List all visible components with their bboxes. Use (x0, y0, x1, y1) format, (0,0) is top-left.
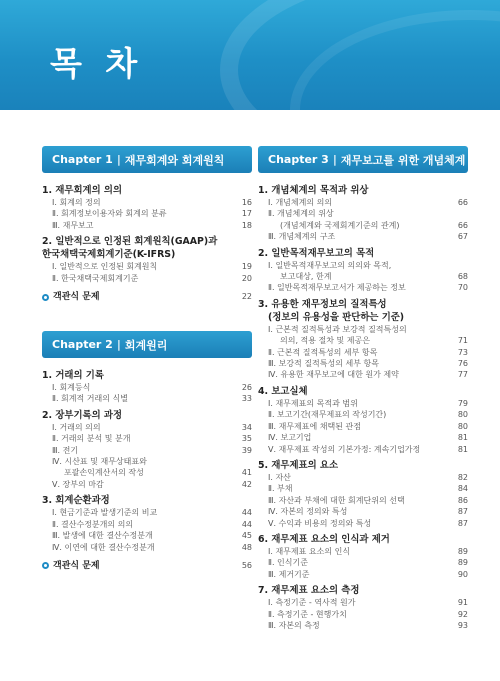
chapter-title: 회계원리 (124, 338, 168, 352)
toc-entry-text: Ⅱ. 일반목적재무보고서가 제공하는 정보 (268, 283, 406, 293)
toc-section (42, 184, 252, 231)
toc-entry[interactable] (258, 620, 468, 631)
toc-entry-text: Ⅰ. 거래의 의의 (52, 422, 101, 432)
toc-entry-text: 의의, 적용 절차 및 제공은 (280, 336, 370, 346)
toc-entry[interactable] (258, 398, 468, 409)
toc-section (42, 409, 252, 490)
toc-entry-page: 93 (457, 620, 468, 630)
toc-entry-text: 보고대상, 한계 (280, 272, 332, 282)
toc-entry-page: 16 (241, 198, 252, 207)
toc-section (258, 584, 468, 631)
chapter-2-header[interactable] (42, 331, 252, 358)
toc-entry-text: Ⅲ. 자본의 측정 (268, 620, 320, 630)
toc-entry[interactable] (258, 495, 468, 506)
toc-entry-continued[interactable] (258, 271, 468, 282)
section-title[interactable]: 1. 거래의 기록 (42, 370, 104, 382)
toc-entry[interactable] (258, 197, 468, 208)
section-title[interactable]: 5. 재무제표의 요소 (258, 459, 339, 471)
toc-section (258, 298, 468, 381)
toc-entry-page: 92 (457, 609, 468, 619)
toc-section (258, 385, 468, 455)
toc-entry-text: Ⅳ. 이연에 대한 결산수정분개 (52, 542, 155, 552)
exercise-page: 56 (241, 560, 252, 570)
toc-entry-text: (개념체계와 국제회계기준의 관계) (280, 220, 400, 230)
toc-entry[interactable] (42, 530, 252, 541)
toc-entry-page: 76 (457, 359, 468, 369)
toc-entry-text: Ⅱ. 거래의 분석 및 분개 (52, 434, 131, 444)
toc-entry-continued[interactable] (258, 335, 468, 346)
toc-entry-text: Ⅱ. 부채 (268, 484, 293, 494)
exercise-label: 객관식 문제 (53, 292, 100, 303)
toc-section (42, 494, 252, 553)
toc-entry-text: Ⅱ. 한국채택국제회계기준 (52, 273, 139, 283)
exercise-label: 객관식 문제 (53, 560, 100, 571)
toc-entry[interactable] (258, 472, 468, 483)
toc-section (258, 533, 468, 580)
chapter-number: Chapter 1 (52, 153, 113, 166)
toc-entry[interactable] (258, 282, 468, 293)
chapter-number: Chapter 3 (268, 153, 329, 166)
circle-bullet-icon (42, 294, 49, 301)
toc-section (258, 247, 468, 294)
toc-entry[interactable] (258, 409, 468, 420)
page-title: 목 차 (50, 44, 144, 83)
toc-entry[interactable] (258, 506, 468, 517)
toc-entry[interactable] (42, 433, 252, 444)
toc-entry-page: 79 (457, 398, 468, 408)
toc-entry-page: 26 (241, 383, 252, 393)
toc-entry[interactable] (258, 324, 468, 335)
toc-entry-text: Ⅰ. 재무제표 요소의 인식 (268, 546, 351, 556)
toc-entry[interactable] (258, 444, 468, 455)
toc-entry[interactable] (42, 208, 252, 219)
section-title[interactable]: 1. 재무회계의 의의 (42, 185, 123, 196)
toc-entry-page: 20 (241, 273, 252, 283)
toc-entry[interactable] (42, 382, 252, 393)
circle-bullet-icon (42, 562, 49, 569)
section-title[interactable]: 2. 장부기록의 과정 (42, 409, 123, 421)
toc-entry[interactable] (42, 220, 252, 231)
toc-entry-text: Ⅰ. 재무제표의 목적과 범위 (268, 398, 358, 408)
toc-entry[interactable] (258, 557, 468, 568)
section-title-continued: (정보의 유용성을 판단하는 기준) (268, 311, 405, 323)
toc-entry[interactable] (42, 261, 252, 272)
toc-entry-text: Ⅲ. 전기 (52, 445, 79, 455)
toc-entry[interactable] (258, 518, 468, 529)
toc-entry[interactable] (42, 422, 252, 433)
section-title-continued: 한국채택국제회계기준(K-IFRS) (42, 249, 176, 261)
toc-entry-page: 18 (241, 220, 252, 230)
chapter-separator: | (116, 338, 121, 352)
toc-entry-text: Ⅱ. 근본적 질적특성의 세부 항목 (268, 347, 378, 357)
toc-entry-page: 34 (241, 422, 252, 432)
toc-section (42, 235, 252, 284)
toc-entry-page: 87 (457, 507, 468, 517)
section-title[interactable]: 2. 일반적으로 인정된 회계원칙(GAAP)과 (42, 236, 218, 248)
toc-entry-page: 42 (241, 479, 252, 489)
toc-entry-page: 77 (457, 370, 468, 380)
toc-entry-page: 80 (457, 421, 468, 431)
toc-entry-page: 35 (241, 434, 252, 444)
toc-entry-text: Ⅰ. 근본적 질적특성과 보강적 질적특성의 (268, 324, 407, 334)
toc-entry-text: Ⅳ. 시산표 및 재무상태표와 (52, 457, 147, 467)
toc-entry-page: 73 (457, 347, 468, 357)
toc-entry-page: 17 (241, 209, 252, 219)
toc-entry-text: Ⅱ. 개념체계의 위상 (268, 209, 334, 219)
toc-entry-text: Ⅴ. 수익과 비용의 정의와 특성 (268, 518, 372, 528)
toc-entry[interactable] (258, 347, 468, 358)
toc-right-column (258, 146, 468, 635)
toc-entry-page: 44 (241, 519, 252, 529)
toc-entry-continued[interactable] (42, 467, 252, 478)
toc-entry-text: Ⅰ. 회계등식 (52, 383, 91, 393)
section-title[interactable]: 2. 일반목적재무보고의 목적 (258, 247, 375, 259)
toc-entry-page: 19 (241, 262, 252, 272)
toc-entry-page: 33 (241, 394, 252, 404)
toc-entry-page: 66 (457, 198, 468, 207)
toc-entry-text: Ⅲ. 자산과 부채에 대한 회계단위의 선택 (268, 495, 405, 505)
toc-entry[interactable] (258, 569, 468, 580)
toc-entry[interactable] (42, 393, 252, 404)
toc-entry-text: Ⅲ. 개념체계의 구조 (268, 232, 336, 242)
toc-entry-page: 44 (241, 508, 252, 518)
toc-entry-text: Ⅲ. 재무제표에 채택된 관점 (268, 421, 361, 431)
toc-entry[interactable] (42, 542, 252, 553)
toc-entry[interactable] (42, 456, 252, 467)
toc-section (42, 369, 252, 405)
toc-entry[interactable] (258, 483, 468, 494)
toc-entry[interactable] (42, 507, 252, 518)
toc-entry-page: 90 (457, 569, 468, 579)
toc-entry-page: 48 (241, 542, 252, 552)
exercise-page: 22 (241, 292, 252, 302)
toc-entry-page: 71 (457, 336, 468, 346)
toc-entry-page: 39 (241, 445, 252, 455)
chapter-number: Chapter 2 (52, 338, 113, 352)
toc-entry-page: 84 (457, 484, 468, 494)
toc-entry-text: Ⅲ. 발생에 대한 결산수정분개 (52, 531, 153, 541)
chapter-3-header[interactable] (258, 146, 468, 173)
toc-entry[interactable] (258, 546, 468, 557)
toc-entry[interactable] (42, 197, 252, 208)
toc-entry-page: 89 (457, 546, 468, 556)
toc-entry-page: 87 (457, 518, 468, 528)
toc-entry[interactable] (42, 273, 252, 284)
section-title[interactable]: 3. 유용한 재무정보의 질적특성 (258, 298, 387, 310)
toc-entry-text: Ⅱ. 회계정보이용자와 회계의 분류 (52, 209, 167, 219)
toc-entry-text: Ⅳ. 유용한 재무보고에 대한 원가 제약 (268, 370, 399, 380)
toc-entry[interactable] (258, 369, 468, 380)
toc-entry-text: Ⅲ. 재무보고 (52, 220, 94, 230)
toc-entry-text: Ⅱ. 측정기준 - 현행가치 (268, 609, 347, 619)
toc-entry-page: 89 (457, 558, 468, 568)
toc-entry-text: Ⅴ. 재무제표 작성의 기본가정: 계속기업가정 (268, 444, 421, 454)
toc-entry-page: 68 (457, 272, 468, 282)
toc-entry-text: Ⅰ. 개념체계의 의의 (268, 198, 333, 207)
toc-entry-text: Ⅳ. 보고기업 (268, 433, 312, 443)
toc-entry[interactable] (258, 597, 468, 608)
toc-entry-page: 41 (241, 468, 252, 478)
toc-left-column (42, 146, 252, 572)
toc-entry[interactable] (42, 479, 252, 490)
chapter-title: 재무보고를 위한 개념체계 (340, 153, 466, 167)
toc-entry-text: Ⅱ. 인식기준 (268, 558, 308, 568)
toc-entry-page: 70 (457, 283, 468, 293)
toc-entry-text: Ⅰ. 일반목적재무보고의 의의와 목적, (268, 260, 392, 270)
toc-entry-page: 45 (241, 531, 252, 541)
toc-entry-text: Ⅳ. 자본의 정의와 특성 (268, 507, 348, 517)
header-band (0, 0, 500, 110)
toc-section (258, 184, 468, 243)
spacer (42, 303, 252, 331)
toc-entry-page: 86 (457, 495, 468, 505)
section-title[interactable]: 7. 재무제표 요소의 측정 (258, 585, 360, 597)
toc-entry[interactable] (42, 519, 252, 530)
chapter-1-header[interactable] (42, 146, 252, 173)
toc-entry-text: Ⅱ. 보고기간(재무제표의 작성기간) (268, 410, 387, 420)
section-title[interactable]: 3. 회계순환과정 (42, 495, 110, 507)
section-title[interactable]: 1. 개념체계의 목적과 위상 (258, 185, 369, 196)
toc-entry-page: 66 (457, 220, 468, 230)
toc-entry-text: Ⅱ. 결산수정분개의 의의 (52, 519, 134, 529)
toc-entry-text: Ⅰ. 일반적으로 인정된 회계원칙 (52, 262, 158, 272)
toc-entry[interactable] (258, 432, 468, 443)
toc-entry-text: Ⅰ. 현금기준과 발생기준의 비교 (52, 508, 158, 518)
toc-entry-text: Ⅰ. 회계의 정의 (52, 198, 101, 207)
toc-entry[interactable] (258, 358, 468, 369)
toc-entry-page: 67 (457, 232, 468, 242)
toc-entry-text: Ⅲ. 보강적 질적특성의 세부 항목 (268, 359, 379, 369)
toc-entry-page: 81 (457, 433, 468, 443)
section-title[interactable]: 4. 보고실체 (258, 385, 308, 397)
chapter-separator: | (116, 153, 121, 166)
toc-entry[interactable] (258, 208, 468, 219)
toc-entry[interactable] (42, 445, 252, 456)
toc-entry-continued[interactable] (258, 220, 468, 231)
toc-entry-text: Ⅱ. 회계적 거래의 식별 (52, 394, 128, 404)
toc-entry-page: 91 (457, 598, 468, 608)
toc-entry-page: 80 (457, 410, 468, 420)
toc-entry[interactable] (258, 609, 468, 620)
exercise-entry[interactable] (42, 291, 252, 303)
toc-entry[interactable] (258, 421, 468, 432)
toc-entry-text: Ⅴ. 장부의 마감 (52, 479, 104, 489)
exercise-entry[interactable] (42, 560, 252, 572)
section-title[interactable]: 6. 재무제표 요소의 인식과 제거 (258, 533, 390, 545)
toc-entry-text: Ⅰ. 측정기준 - 역사적 원가 (268, 598, 356, 608)
toc-section (258, 459, 468, 529)
chapter-separator: | (332, 153, 337, 166)
toc-entry-page: 82 (457, 472, 468, 482)
toc-entry-page: 81 (457, 444, 468, 454)
toc-entry-text: 포괄손익계산서의 작성 (64, 468, 144, 478)
chapter-title: 재무회계와 회계원칙 (124, 153, 225, 167)
toc-entry-text: Ⅲ. 제거기준 (268, 569, 310, 579)
toc-entry-text: Ⅰ. 자산 (268, 472, 291, 482)
toc-entry[interactable] (258, 231, 468, 242)
toc-entry[interactable] (258, 260, 468, 271)
